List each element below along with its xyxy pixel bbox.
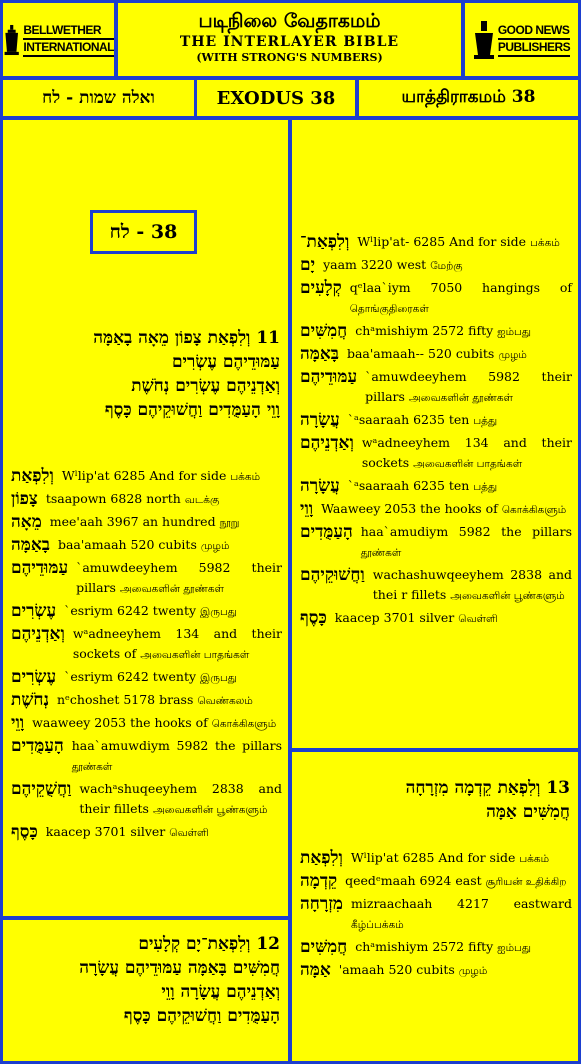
word-entry: וְאַדְנֵיהֶם wᵃadneeyhem 134 and their sockets of அவைகளின் பாதங்கள் bbox=[11, 624, 282, 661]
word-entry: חֲמִשִּׁים chᵃmishiym 2572 fifty ஐம்பது bbox=[300, 321, 531, 341]
left-logo-line2: INTERNATIONAL bbox=[23, 40, 114, 57]
word-entry: בָאַמָּה baa'amaah 520 cubits முழம் bbox=[11, 535, 230, 555]
title-hebrew-text: ואלה שמות - לח bbox=[42, 88, 155, 108]
word-entry: עֶשְׂרִים `esriym 6242 twenty இருபது bbox=[11, 667, 237, 687]
page-header bbox=[118, 3, 461, 76]
header-tamil-title: படிநிலை வேதாகமம் bbox=[198, 10, 381, 32]
word-entry: הָעַמֻּדִים haa`amuwdiym 5982 the pillars தூண்கள் bbox=[11, 736, 282, 773]
word-entry: עַמּוּדֵיהֶם `amuwdeeyhem 5982 their pillars அவைகளின் தூண்கள் bbox=[11, 558, 282, 595]
word-entry: וַחֲשֻׁקֵיהֶם wachᵃshuqeeyhem 2838 and their fillets அவைகளின் பூண்களும் bbox=[11, 779, 282, 816]
left-panel-verse11 bbox=[3, 120, 288, 916]
word-entry: מֵאָה mee'aah 3967 an hundred நூறு bbox=[11, 512, 240, 532]
header-subtitle: (WITH STRONG'S NUMBERS) bbox=[196, 51, 383, 64]
verse-12-hebrew bbox=[79, 932, 280, 1028]
verse-line: הָעַמֻּדִים וַחֲשׁוּקֵיהֶם כָּסֶף bbox=[123, 1006, 280, 1026]
right-panel-verse12 bbox=[292, 120, 578, 748]
word-entry: וְלִפְאַת Wˡlip'at 6285 And for side பக்கம் bbox=[11, 466, 261, 486]
word-entry: הָעַמֻּדִים haa`amudiym 5982 the pillars தூண்கள் bbox=[300, 522, 572, 559]
verse-11-hebrew bbox=[93, 326, 280, 422]
verse-12-entries bbox=[300, 232, 572, 631]
word-entry: מִזְרָחָה mizraachaah 4217 eastward கீழ்ப்பக்கம் bbox=[300, 894, 572, 931]
good-news-logo-icon bbox=[473, 19, 495, 61]
word-entry: כָּסֶף kaacep 3701 silver வெள்ளி bbox=[11, 822, 209, 842]
right-panel-verse13 bbox=[292, 752, 578, 1061]
word-entry: חֲמִשִּׁים chᵃmishiym 2572 fifty ஐம்பது bbox=[300, 937, 531, 957]
word-entry: יָם yaam 3220 west மேற்கு bbox=[300, 255, 463, 275]
word-entry: וְלִפְאַת־ Wˡlip'at- 6285 And for side பக்கம் bbox=[300, 232, 560, 252]
word-entry: עַמּוּדֵיהֶם `amuwdeeyhem 5982 their pillars அவைகளின் தூண்கள் bbox=[300, 367, 572, 404]
bellwether-logo-icon bbox=[3, 19, 20, 61]
word-entry: וָוֵי waaweey 2053 the hooks of கொக்கிகளும் bbox=[11, 713, 277, 733]
chapter-box-text: 38 - לח bbox=[109, 220, 178, 243]
word-entry: בָּאַמָּה baa'amaah-- 520 cubits முழம் bbox=[300, 344, 527, 364]
title-english bbox=[197, 80, 355, 116]
verse-line: 11 וְלִפְאַת צָפוֹן מֵאָה בָאַמָּה bbox=[93, 328, 280, 348]
verse-line: חֲמִשִּׁים בָּאַמָּה עַמּוּדֵיהֶם עֲשָׂרָה bbox=[79, 958, 280, 978]
title-tamil-text: யாத்திராகமம் 38 bbox=[401, 87, 536, 107]
word-entry: עֶשְׂרִים `esriym 6242 twenty இருபது bbox=[11, 601, 237, 621]
verse-11-entries bbox=[11, 466, 282, 845]
word-entry: עֲשָׂרָה `ᵃsaaraah 6235 ten பத்து bbox=[300, 410, 498, 430]
verse-13-entries bbox=[300, 848, 572, 983]
word-entry: קֵדְמָה qeedᵉmaah 6924 east சூரியன் உதிக்கிற bbox=[300, 871, 567, 891]
right-logo-line2: PUBLISHERS bbox=[498, 40, 570, 57]
word-entry: וְלִפְאַת Wˡlip'at 6285 And for side பக்கம் bbox=[300, 848, 550, 868]
header-title: THE INTERLAYER BIBLE bbox=[179, 34, 400, 50]
right-logo bbox=[465, 3, 578, 76]
word-entry: וַחֲשׁוּקֵיהֶם wachashuwqeeyhem 2838 and thei r fillets அவைகளின் பூண்களும் bbox=[300, 565, 572, 602]
left-panel-verse12 bbox=[3, 920, 288, 1061]
verse-line: 13 וְלִפְאַת קֵדְמָה מִזְרָחָה bbox=[405, 778, 570, 798]
right-logo-line1: GOOD NEWS bbox=[498, 23, 570, 40]
verse-line: וָוֵי הָעַמֻּדִים וַחֲשׁוּקֵיהֶם כָּסֶף bbox=[104, 400, 280, 420]
verse-line: וְאַדְנֵיהֶם עֶשְׂרִים נְחֹשֶׁת bbox=[131, 376, 280, 396]
chapter-box bbox=[90, 210, 197, 254]
title-hebrew bbox=[3, 80, 194, 116]
word-entry: אַמָּה 'amaah 520 cubits முழம் bbox=[300, 960, 488, 980]
verse-line: וְאַדְנֵיהֶם עֲשָׂרָה וָוֵי bbox=[161, 982, 280, 1002]
left-logo bbox=[3, 3, 114, 76]
word-entry: נְחֹשֶׁת nᵉchoshet 5178 brass வெண்கலம் bbox=[11, 690, 253, 710]
verse-line: חֲמִשִּׁים אַמָּה bbox=[486, 802, 570, 822]
word-entry: כָּסֶף kaacep 3701 silver வெள்ளி bbox=[300, 608, 498, 628]
word-entry: עֲשָׂרָה `ᵃsaaraah 6235 ten பத்து bbox=[300, 476, 498, 496]
verse-line: עַמּוּדֵיהֶם עֶשְׂרִים bbox=[171, 352, 280, 372]
title-english-text: EXODUS 38 bbox=[216, 87, 336, 109]
left-logo-line1: BELLWETHER bbox=[23, 23, 114, 40]
word-entry: וָוֵי Waaweey 2053 the hooks of கொக்கிகளும் bbox=[300, 499, 567, 519]
verse-13-hebrew bbox=[406, 776, 570, 824]
word-entry: צָפוֹן tsaapown 6828 north வடக்கு bbox=[11, 489, 220, 509]
word-entry: קְלָעִים qᵉlaa`iym 7050 hangings of தொங்குதிரைகள் bbox=[300, 278, 572, 315]
title-tamil bbox=[359, 80, 578, 116]
word-entry: וְאַדְנֵיהֶם wᵃadneeyhem 134 and their sockets அவைகளின் பாதங்கள் bbox=[300, 433, 572, 470]
verse-line: 12 וְלִפְאַת־יָם קְלָעִים bbox=[138, 934, 280, 954]
